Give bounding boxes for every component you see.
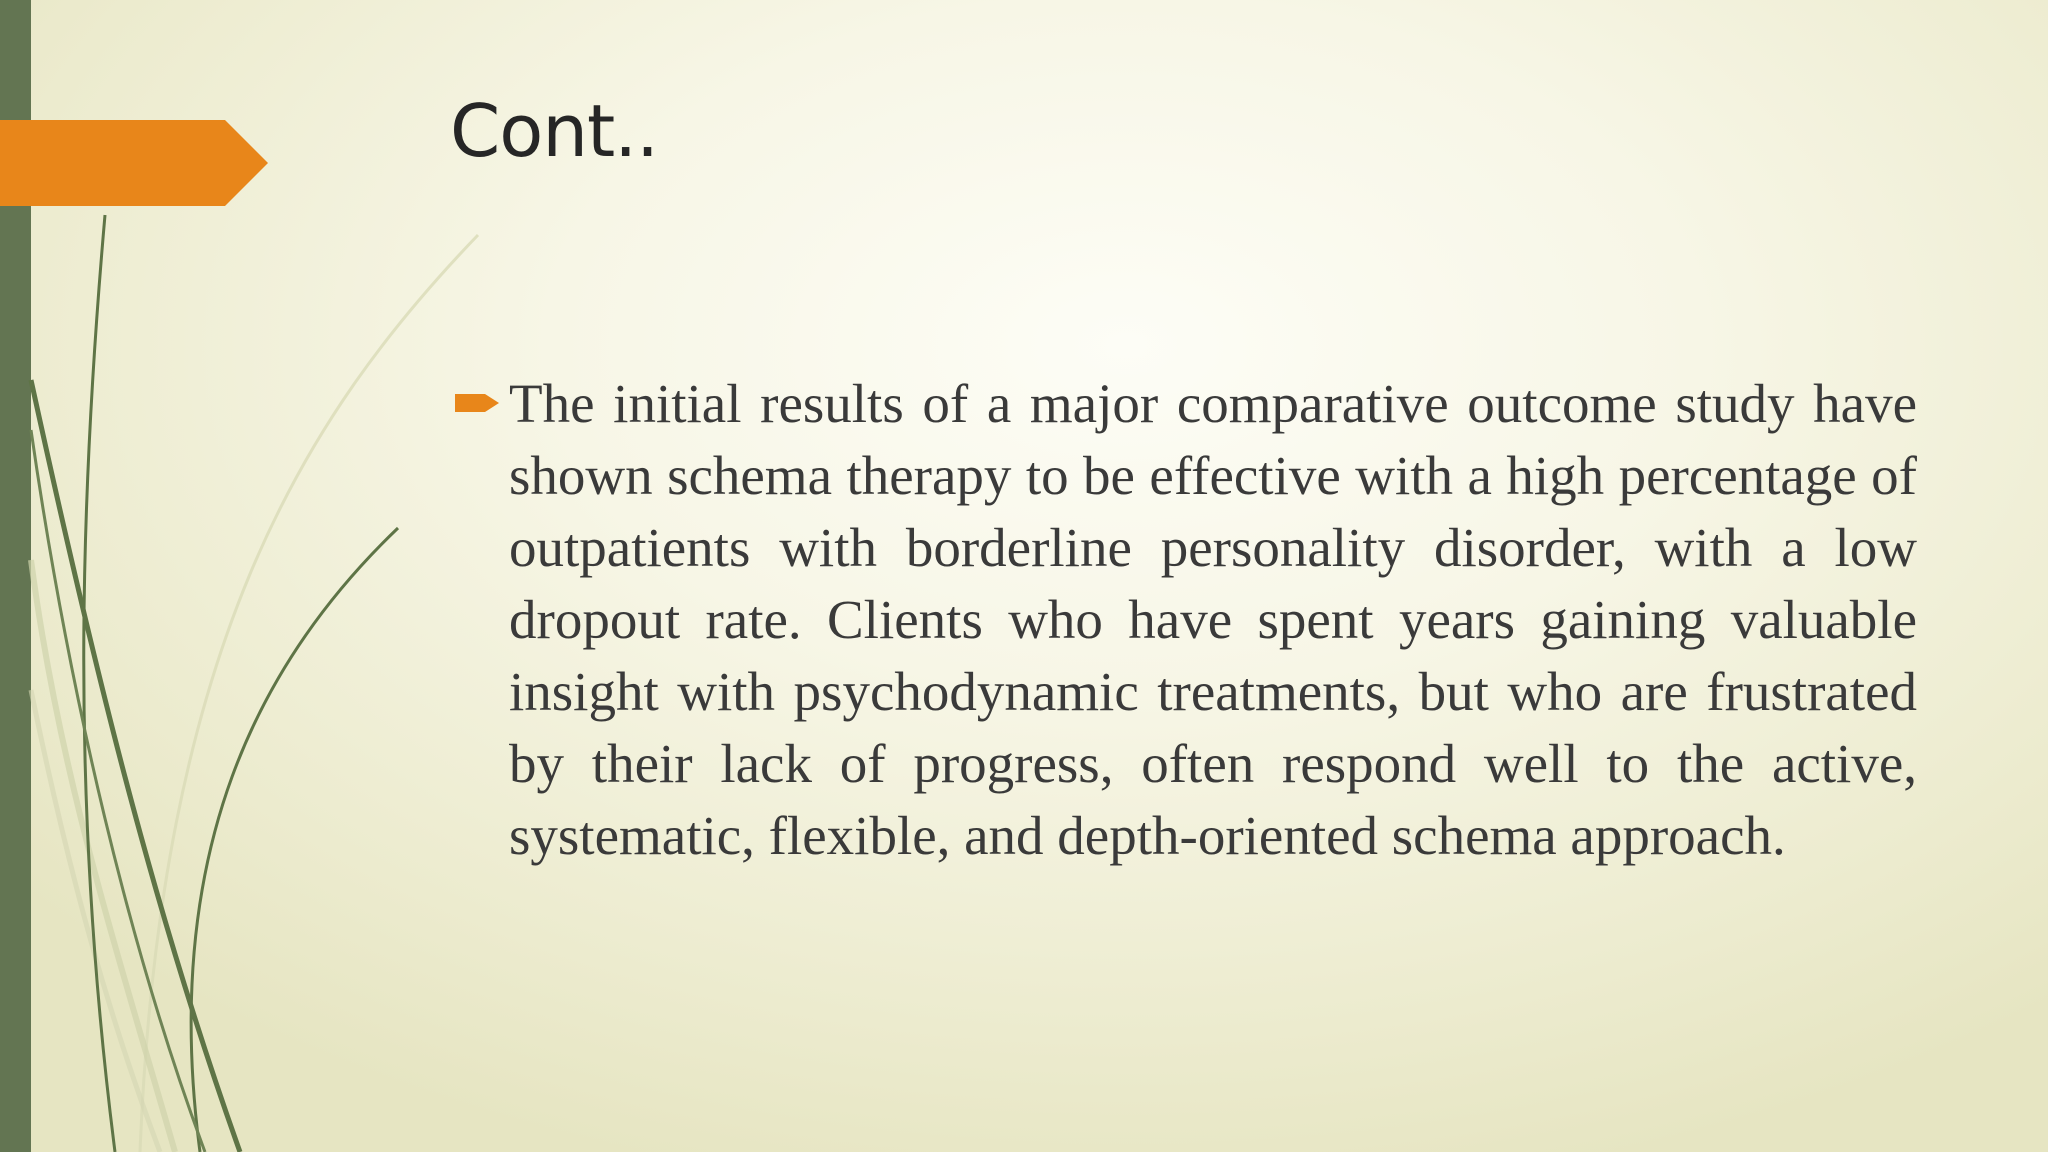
slide-title: Cont.. xyxy=(450,89,658,173)
bullet-list xyxy=(455,368,1917,872)
title-accent-tab xyxy=(0,120,270,206)
pale-stem-2 xyxy=(31,560,175,1152)
green-stem-4 xyxy=(31,430,205,1152)
arrow-right-icon xyxy=(455,392,499,414)
bullet-text: The initial results of a major comparative outcome study have shown schema therapy to be effective with a high percentage of outpatients with borderline personality disorder, with a low dropout rate. Clients who have spent years gaining valuable insight with psychodynamic treatments, but who are frustrated by their lack of progress, often respond well to the active, systematic, flexible, and depth-oriented schema approach. xyxy=(509,373,1917,866)
green-stem-2 xyxy=(31,380,240,1152)
green-stem-3 xyxy=(191,528,398,1152)
pale-stem-3 xyxy=(31,690,160,1152)
bullet-item xyxy=(455,368,1917,872)
